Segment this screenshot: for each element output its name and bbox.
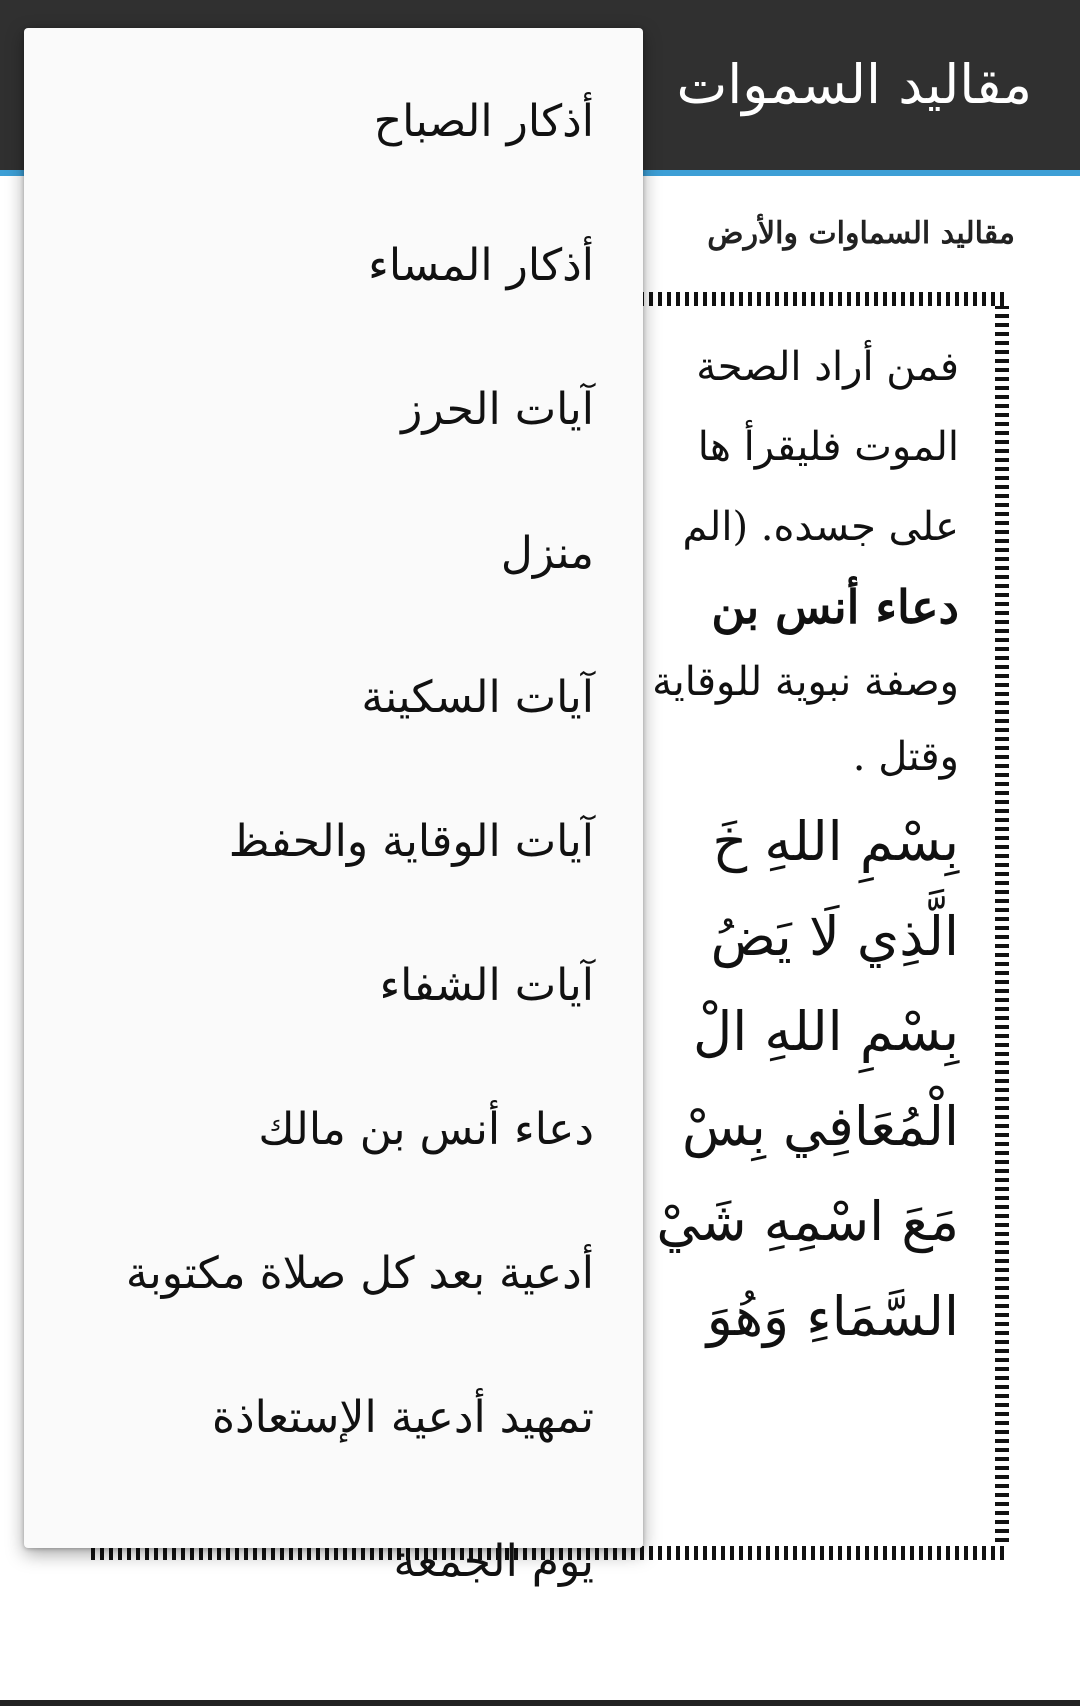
menu-item-manzil[interactable]: منزل: [500, 528, 594, 579]
menu-item-morning-adhkar[interactable]: أذكار الصباح: [373, 96, 594, 147]
menu-item-sakinah-verses[interactable]: آيات السكينة: [361, 672, 594, 723]
menu-item-istiadha-intro[interactable]: تمهيد أدعية الإستعاذة: [212, 1392, 594, 1443]
scan-verse-line: بِسْمِ اللهِ الْ: [693, 1000, 959, 1063]
scan-line: الموت فليقرأ ها: [697, 424, 959, 470]
scan-line-heading: دعاء أنس بن: [711, 580, 959, 634]
scan-line: وصفة نبوية للوقاية: [652, 659, 959, 705]
scan-line: وقتل .: [852, 734, 959, 780]
menu-item-after-prayer-duas[interactable]: أدعية بعد كل صلاة مكتوبة: [125, 1248, 594, 1299]
app-title: مقاليد السموات: [676, 53, 1032, 116]
menu-item-protection-verses[interactable]: آيات الوقاية والحفظ: [228, 816, 594, 867]
scan-verse-line: بِسْمِ اللهِ خَ: [712, 810, 959, 873]
menu-item-hirz-verses[interactable]: آيات الحرز: [401, 384, 594, 435]
dropdown-menu: [24, 28, 643, 1587]
scan-verse-line: الْمُعَافِي بِسْ: [681, 1095, 959, 1158]
scan-page-header: مقاليد السماوات والأرض: [707, 216, 1015, 251]
menu-item-anas-dua[interactable]: دعاء أنس بن مالك: [258, 1104, 594, 1155]
scan-line: على جسده. (الم: [682, 504, 959, 550]
scan-verse-line: مَعَ اسْمِهِ شَيْ: [656, 1190, 959, 1253]
scan-line: فمن أراد الصحة: [696, 344, 959, 390]
menu-item-healing-verses[interactable]: آيات الشفاء: [379, 960, 594, 1011]
menu-item-friday[interactable]: يوم الجمعة: [393, 1536, 594, 1587]
scan-verse-line: الَّذِي لَا يَضُ: [710, 905, 959, 968]
scan-verse-line: السَّمَاءِ وَهُوَ: [706, 1285, 959, 1348]
menu-item-evening-adhkar[interactable]: أذكار المساء: [368, 240, 594, 291]
bottom-edge: [0, 1700, 1080, 1706]
